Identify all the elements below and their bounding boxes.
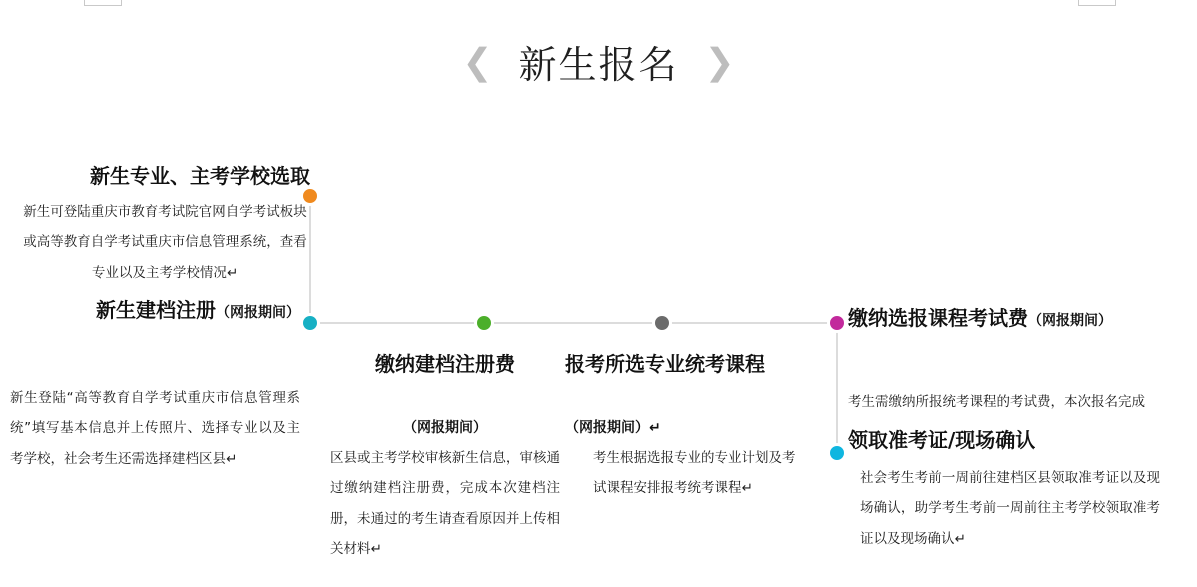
next-arrow-icon[interactable]: ❯ bbox=[704, 40, 735, 82]
step-pay-exam-fee bbox=[848, 302, 1178, 417]
node-pay-registration-fee bbox=[474, 313, 494, 333]
step-body: 新生可登陆重庆市教育考试院官网自学考试板块或高等教育自学考试重庆市信息管理系统，查看专业以及主考学校情况↵ bbox=[23, 204, 307, 281]
step-new-student-registration bbox=[0, 294, 300, 474]
step-body: 区县或主考学校审核新生信息，审核通过缴纳建档注册费，完成本次建档注册，未通过的考生请查看原因并上传相关材料↵ bbox=[330, 450, 560, 558]
step-heading: 新生专业、主考学校选取 bbox=[90, 164, 310, 188]
timeline-axis bbox=[310, 322, 837, 324]
step-heading: 缴纳选报课程考试费（网报期间） bbox=[848, 306, 1112, 330]
step-period: （网报期间） bbox=[216, 305, 300, 321]
step-get-admission-ticket bbox=[848, 424, 1168, 554]
node-new-student-registration bbox=[300, 313, 320, 333]
step-heading: 缴纳建档注册费 bbox=[375, 352, 515, 376]
node-apply-unified-courses bbox=[652, 313, 672, 333]
timeline-stem-right bbox=[836, 322, 838, 452]
step-heading: 领取准考证/现场确认 bbox=[848, 428, 1036, 452]
step-heading: 报考所选专业统考课程 bbox=[565, 352, 765, 376]
page-title-bar bbox=[0, 34, 1197, 89]
step-body: 考生需缴纳所报统考课程的考试费，本次报名完成 bbox=[848, 394, 1145, 410]
node-get-admission-ticket bbox=[827, 443, 847, 463]
step-body: 新生登陆“高等教育自学考试重庆市信息管理系统”填写基本信息并上传照片、选择专业以及主考学校，社会考生还需选择建档区县↵ bbox=[10, 390, 300, 467]
step-period: （网报期间） bbox=[1028, 313, 1112, 329]
step-period: （网报期间）↵ bbox=[565, 420, 661, 436]
step-period: （网报期间） bbox=[403, 420, 487, 436]
prev-arrow-icon[interactable]: ❮ bbox=[462, 40, 493, 82]
step-body: 社会考生考前一周前往建档区县领取准考证以及现场确认，助学考生考前一周前往主考学校领取准考证以及现场确认↵ bbox=[860, 470, 1160, 547]
top-crop-box-left bbox=[84, 0, 122, 6]
step-body: 考生根据选报专业的专业计划及考试课程安排报考统考课程↵ bbox=[593, 450, 796, 497]
step-apply-unified-courses bbox=[565, 348, 815, 504]
top-crop-box-right bbox=[1078, 0, 1116, 6]
step-heading: 新生建档注册（网报期间） bbox=[96, 298, 300, 322]
step-pay-registration-fee bbox=[330, 348, 560, 565]
step-major-school-selection bbox=[20, 160, 310, 288]
node-pay-exam-fee bbox=[827, 313, 847, 333]
page-title: 新生报名 bbox=[518, 43, 679, 87]
